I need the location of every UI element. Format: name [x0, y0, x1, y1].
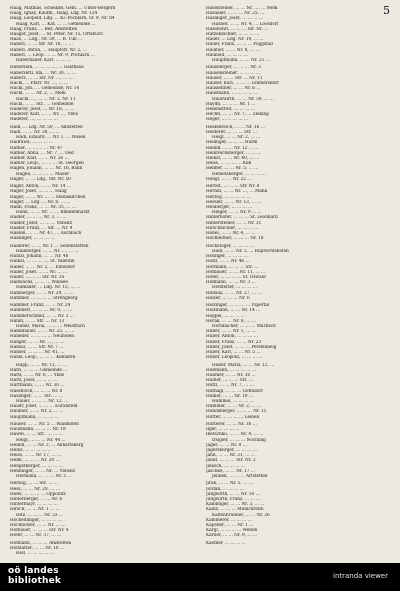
directory-entry: Haag, Franz, … Bez. Amstetten: [10, 26, 78, 32]
directory-entry: Hofer, … … … … St. Oswald: [206, 274, 266, 280]
directory-entry: Hansl, Leop., … … … Kematen: [10, 355, 76, 361]
directory-entry: Haidinger, … … … …: [10, 236, 55, 242]
directory-entry: Haller, … … Nr. 2, … Ennsdorf: [10, 264, 75, 270]
directory-entry: Hutterer, … … Nr. 36 …: [206, 421, 257, 427]
directory-entry: Janisch, … … … …: [206, 463, 246, 469]
directory-entry: Hess, … … Nr. 28, … …: [10, 486, 60, 492]
directory-entry: Hemetsberger, … … … …: [212, 171, 267, 177]
directory-entry: Handl, … … Str. … Nr. 13: [10, 318, 65, 324]
directory-entry: Hochleitner, … … … Nr. 18: [206, 236, 264, 242]
directory-entry: Hauser, Karl, … … … Emmersdorf: [206, 81, 279, 87]
directory-entry: Jäger, … … Nr. 8 …: [206, 442, 247, 448]
directory-entry: Hödl, … … Nr. 2, … Ruprechtshofen: [212, 248, 289, 254]
directory-entry: Hoppel, … … … …: [206, 313, 246, 319]
directory-entry: Kammerer, … … … …: [206, 517, 252, 523]
directory-entry: Illetschko, … … Nr. 4, … …: [206, 432, 264, 438]
directory-entry: Haberzettl, Ida, … Nr. 30, … …: [10, 70, 77, 76]
directory-entry: Heinz, … … … … …: [10, 447, 52, 453]
directory-entry: Huber, Franz, … … Nr. 23: [206, 339, 262, 345]
directory-entry: Hauser, … … Nr. 5 … Waidhofen: [10, 421, 79, 427]
directory-entry: Huber, … … Nr. 1, … …: [206, 329, 256, 335]
directory-entry: Jirak, … … Nr. 5, … …: [206, 481, 253, 487]
directory-entry: Herzog, … … Str. … …: [10, 481, 58, 487]
directory-entry: Hatzenbichler, … … … …: [206, 32, 260, 38]
directory-entry: Huber, Maria, … … Nr. 12, …: [212, 362, 275, 368]
directory-entry: Hummel, … … … …: [212, 398, 254, 404]
directory-entry: Heigl, … … Nr. 2, … …: [212, 135, 261, 141]
directory-entry: Ilger, … … … …: [206, 427, 240, 433]
directory-entry: Hager, … … Ldg., Str. Nr. 50: [10, 176, 71, 182]
directory-entry: Heigl, … … … Nr. 44 …: [16, 437, 66, 443]
directory-entry: Hudler, … … … Str. …: [206, 378, 253, 384]
directory-entry: Heidenreich, … … Nr. 16 …: [206, 124, 265, 130]
directory-entry: Jahn, … … Nr. 21, … …: [206, 453, 256, 459]
directory-entry: Hieger, … … Nr. 9 … …: [212, 210, 262, 216]
directory-entry: Hadl, Eduard, … Nr. 1, … Wasen: [16, 135, 86, 141]
directory-entry: Hermann, … … … Nr. 5 …: [16, 473, 72, 479]
directory-entry: Hartl, Josef, … … … …: [10, 378, 58, 384]
page-number: 5: [383, 4, 390, 17]
directory-entry: Hintermayr, … … … …: [10, 502, 58, 508]
directory-entry: Hausleitner, … … Nr. 6 …: [206, 86, 261, 92]
directory-entry: Hammer, … … … … Strengberg: [10, 295, 78, 301]
directory-entry: Hager, Josef, … … … Haag: [10, 189, 67, 195]
directory-entry: Harb, … … … Gemeinde …: [10, 367, 68, 373]
directory-entry: Hauer, Josef, … … … Euratsfeld: [10, 404, 78, 410]
directory-entry: Kainz, … … … Münichreith: [206, 507, 264, 513]
viewer-name: intranda viewer: [333, 572, 388, 580]
directory-entry: Hainzl, … … … …, St. Valentin: [10, 259, 75, 265]
directory-entry: Hahn, … … Nr. … … Blindenmarkt: [16, 210, 90, 216]
directory-entry: Kastner, … … … …: [206, 540, 246, 546]
directory-entry: Hofer, … … Nr. 37, … …: [10, 533, 62, 539]
directory-entry: Hinterberger, … … Nr. 6: [10, 496, 63, 502]
directory-entry: Hafner, Anna, … Nr. 7, … Oed: [10, 150, 74, 156]
directory-entry: Haumer, … … Nr. 2, … …: [10, 409, 64, 415]
directory-entry: Hofbauer, … … Nr. 11, … …: [206, 269, 266, 275]
directory-entry: Haselsteiner, … … Nr. …, … Melk: [206, 6, 278, 11]
directory-entry: Hessler, … … Nr. 13, … …: [206, 199, 262, 205]
directory-entry: Hubmann, … … … … …: [206, 367, 257, 373]
directory-entry: Hundsberger, … … … Nr. 15: [206, 409, 267, 415]
directory-entry: Heiderer, … … … Str. …: [206, 130, 258, 136]
directory-entry: Heindl, … … Nr. 3, … Allhartsberg: [10, 442, 84, 448]
directory-entry: Hager, Anton, … … Nr. 14 …: [10, 184, 71, 190]
directory-entry: Hochstöger, … … … …: [206, 243, 254, 249]
directory-entry: Hainzl, Johann, … … Nr. 48: [10, 254, 69, 260]
directory-entry: Haberl, … Leop. … … Nr. 9, Pöchlarn …: [10, 52, 95, 58]
directory-entry: Haider, Josef, … … … Ybbsitz: [10, 220, 73, 226]
directory-entry: Haag, Karl, … Kat. … … Gemeinde …: [16, 21, 96, 27]
directory-entry: Hadl, … … Nr. 38, … …: [10, 130, 60, 136]
directory-entry: Hofmann, … … Nr. 3 …: [206, 280, 256, 286]
directory-entry: Haag, Leopold, Ldg. … Kl.-Pöchlarn, Sr. 9, Nr. 84: [10, 16, 115, 22]
directory-entry: Huber, Anton, … … … …: [206, 334, 259, 340]
directory-entry: Huber, Leopold, … … … …: [206, 355, 263, 361]
directory-entry: Huber, Karl, … … Nr. 5 …: [206, 349, 261, 355]
directory-entry: Holl, … … … … …: [16, 551, 55, 557]
directory-entry: Hallwachs, … … … Wallsee: [10, 280, 68, 286]
library-logo[interactable]: [8, 566, 61, 586]
directory-entry: Hasenöhrl, … … … Str. Nr. …: [206, 26, 269, 32]
directory-entry: Kapeller, … … Nr. 1 …: [206, 523, 254, 528]
directory-entry: Handl, Maria, … … … Weistrach: [16, 323, 85, 329]
directory-entry: Humer, … … Nr. 19 …: [206, 393, 254, 399]
directory-entry: Karner, … … Nr. 9, … …: [206, 533, 258, 539]
directory-entry: Hanger, … … Nr. …, … …: [10, 339, 64, 345]
directory-entry: Hager, … Ldg. … Nr. 8, … …: [10, 199, 71, 205]
directory-entry: Haager, Josef, … St. Peter, Nr. 15, Ortsbuch: [10, 32, 103, 38]
directory-entry: Heilinger, … … … Hürm: [206, 140, 258, 146]
directory-entry: Jagersberger, … … … …: [206, 447, 258, 453]
directory-entry: Hobel, … … Nr. 4, … …: [206, 231, 256, 237]
logo-line-2: bibliothek: [8, 576, 62, 586]
directory-entry: Hintersteiner, … … Nr. 31: [206, 220, 262, 226]
directory-entry: Haderer, Josef, … Nr. 18, … …: [10, 107, 75, 113]
directory-entry: Hahn, Franz, … … Nr. 35, … …: [10, 205, 77, 211]
directory-entry: Haag, Mathias, Scheibbs, Gem. … Unter-Bergern: [10, 6, 116, 11]
directory-entry: Heuberger, … … … …: [206, 205, 253, 211]
directory-entry: Haiderer, … … Nr. 1 … Seitenstetten: [10, 243, 89, 249]
directory-entry: Hasner, … … Nr. 4, … Loosdorf: [212, 21, 279, 27]
directory-entry: Henninger, … … Nr. … Ybbsitz: [10, 468, 76, 474]
directory-entry: Hitz, … … … Nr. 33 …: [16, 512, 64, 518]
directory-entry: Hackl, … Pfarr. Nr. …, … …: [10, 81, 69, 87]
directory-entry: Hirsch, … … Nr. 1 … …: [10, 507, 60, 513]
directory-entry: Haslinger, Josef, … … … …: [206, 16, 263, 22]
directory-entry: Jungwirth, … … Nr. 10 …: [206, 491, 260, 497]
directory-entry: Hochedlinger, … … … …: [10, 517, 63, 523]
directory-entry: Hölzl, … … Nr. 46 …: [206, 259, 250, 265]
directory-entry: Haydn, … … … Nr. 1 …: [206, 101, 256, 107]
directory-entry: Heiss, … … … … Kilb: [206, 161, 252, 167]
directory-entry: Haas, … Ldg., Nr. 59, … B. Tull …: [10, 37, 83, 43]
directory-entry: Hochholzer, … … Nr. … …: [10, 523, 66, 528]
directory-entry: Haag, Ignaz, Kaufm., Haag, Ldg. Nr. 124: [10, 11, 98, 17]
directory-entry: Hiebl, … … … … Opponitz: [10, 491, 66, 497]
directory-entry: Haslinger, … … Str. … …: [10, 393, 63, 399]
directory-entry: Hauptmann, … … … …: [10, 414, 59, 420]
directory-entry: Holzinger, … … … … Yspertal: [206, 303, 270, 309]
directory-entry: Hagen, … … … … Mauer: [16, 171, 70, 177]
directory-entry: Haderer, Karl, … … Nr. …, Ybbs: [10, 112, 78, 118]
directory-entry: Hartmann, … … Nr. 30 …: [10, 383, 65, 389]
directory-entry: Hufnagl, … … … Gottsdorf: [206, 388, 263, 394]
directory-entry: Hofbauer, … … … Str. Nr. 4: [10, 528, 69, 534]
directory-entry: Hackl, … … Nr. 2, … Melk: [10, 91, 66, 97]
directory-entry: Haunold, … … … …: [206, 52, 248, 58]
directory-entry: Heindl, … … Nr. 12 … …: [206, 145, 259, 151]
directory-entry: Holzer, … … … Nr. 6: [206, 295, 250, 301]
directory-entry: Haider, … … … Nr. 3, … …: [10, 215, 67, 221]
right-column: [206, 6, 386, 546]
directory-entry: Hinterhofer, … … … St. Leonhard: [206, 215, 278, 221]
directory-entry: Holzmann, … … Nr. 14 …: [206, 308, 261, 314]
directory-entry: Hubmer, … … Nr. 30 …: [206, 372, 256, 378]
directory-entry: Herndl, … … Nr. …, … Mank: [206, 189, 268, 195]
directory-entry: Hornbacher, … … … Marbach: [212, 323, 276, 329]
directory-entry: Haller, … … … Str. Nr. 16: [10, 274, 65, 280]
directory-entry: Kaltenbrunner, … … Nr. 26: [212, 512, 270, 518]
directory-entry: Happ, … … Nr. 11, … …: [16, 362, 68, 368]
directory-entry: Hamberger, … … Nr. 29, … …: [10, 290, 74, 296]
directory-entry: Jaschke, … … Nr. 17 …: [206, 468, 256, 474]
directory-entry: Herzog, … … … … …: [206, 194, 251, 200]
directory-entry: Hanser, … … … Nr. 41, …: [10, 349, 65, 355]
logo-line-1: oö landes: [8, 566, 59, 576]
directory-entry: Irsigler, … … … Nöchling: [212, 437, 266, 443]
directory-entry: Hagen, Johann, … … Nr. 16, Bahn: [10, 166, 83, 172]
directory-entry: Jelinek, … … … Artstetten: [212, 473, 268, 479]
directory-entry: Handlbauer, … … Nr. 25, … …: [10, 329, 75, 335]
directory-entry: Heiss, … … Nr. 17, … …: [10, 453, 62, 459]
directory-entry: Haneder, … … … … Neuhofen: [10, 334, 74, 340]
directory-entry: Kargl, … … … … Weiten: [206, 528, 258, 534]
directory-entry: Haberz, … … Str. Nr. …, … …: [10, 75, 73, 81]
directory-entry: Kaiblinger, … … Nr. 3, … …: [206, 502, 265, 508]
directory-entry: Hummer, … … Nr. 2, … …: [206, 404, 262, 410]
directory-entry: Huber, Josef, … … … Persenbeug: [206, 344, 277, 350]
directory-entry: Haderer, …, … … … …: [10, 117, 58, 123]
directory-entry: Jandl, … … … Str. Nr. 2: [206, 458, 256, 464]
directory-entry: Hechtl, … … Nr. 7, … Zelking: [206, 112, 269, 118]
directory-entry: Jordan, … … … …: [206, 486, 244, 492]
directory-entry: Hammerl, … … … Nr. 9, … …: [10, 308, 73, 314]
directory-entry: Hammer, Franz, … … Nr. 24: [10, 303, 71, 309]
directory-entry: Hainberger, … … Nr. …, … …: [16, 248, 79, 254]
directory-entry: Herbst, … … … Str. Nr. 8: [206, 184, 260, 190]
directory-entry: Hofmann, … … … Amstetten: [10, 540, 72, 546]
directory-entry: Haiden, … … Nr. 47, … Aschbach: [10, 231, 82, 237]
directory-entry: Hartl, … … Nr. 6, … Ybbs: [10, 372, 65, 378]
left-column: [10, 6, 190, 556]
directory-entry: Hackl, … … Str., … Gemeinde: [10, 101, 74, 107]
directory-entry: Hawel, … … Str. …, … …: [10, 432, 63, 438]
directory-entry: Haslauer, … … … Nr. 25, …: [206, 11, 265, 17]
directory-entry: Hadrawa, … … … …: [10, 140, 54, 146]
directory-entry: Hutter, … … … … Leiben: [206, 414, 260, 420]
directory-entry: Heger, … … … … …: [206, 117, 249, 123]
directory-entry: Hansal, … … Str. Nr. 7 …: [10, 344, 64, 350]
directory-entry: Hausensteiner, … … … …: [206, 70, 261, 76]
directory-entry: Hamader, … Ldg. Nr. 15, … …: [16, 285, 81, 291]
directory-entry: Hörmann, … … … Str. …: [206, 264, 259, 270]
directory-entry: Haider, Franz, … Str. … Nr. 9: [10, 225, 73, 231]
directory-entry: Horak, … … Nr. 8, … …: [206, 318, 257, 324]
directory-entry: Hackl, …, … … Nr. 2, Nr. 11: [16, 96, 76, 102]
directory-entry: Hauer, Franz, … … … Pöggstall: [206, 42, 273, 48]
directory-entry: Haberhauer, Karl, … … …: [16, 58, 72, 64]
directory-entry: Hammerschmid, … … Nr. 3 …: [10, 313, 74, 319]
directory-entry: Hengl, … … Nr. 22 …: [206, 176, 252, 182]
directory-entry: Haberl, … … Str. Nr. 18, … …: [10, 42, 73, 48]
directory-entry: Hausmann, … … … … …: [206, 91, 259, 97]
directory-entry: Helmer, … … Nr. 5, … …: [206, 166, 259, 172]
directory-entry: Hauser, … … Str. … Nr. 11: [206, 75, 263, 81]
directory-entry: Hafner, Karl, … … Nr. 26 …: [10, 156, 69, 162]
directory-entry: Habersam, … … … …, … Gasthaus: [10, 65, 84, 71]
directory-entry: Hackl, Joh., … Gemeinde, Nr. 14: [10, 86, 80, 92]
directory-entry: Hofstetter, … … … …: [212, 285, 258, 291]
directory-entry: Hauswirth, … … Nr. 39, … …: [212, 96, 274, 102]
viewer-footer: [0, 563, 400, 591]
directory-entry: Hadl, … Ldg. Nr. 50, … Amstetten: [10, 124, 83, 130]
directory-entry: Heinzl, … … Nr. 40, … …: [206, 156, 260, 162]
directory-entry: Hollaus, … … Nr. 27, … …: [206, 290, 262, 296]
directory-entry: Hauer, … Ldg. Nr. 19, … …: [206, 37, 264, 43]
directory-entry: Hager, … … Nr. … … Steinakirchen: [10, 194, 86, 200]
directory-entry: Hüttl, … … Nr. 7, … …: [206, 383, 254, 389]
directory-entry: Hausmann, … … … Nr. 19: [10, 427, 66, 433]
directory-entry: Hengstberger, … … … …: [10, 463, 63, 469]
directory-entry: Hafner, Leop., … … … St. Georgen: [10, 161, 84, 167]
directory-entry: Hauer, … … … Nr. 12, …: [16, 398, 69, 404]
directory-entry: Helm, … … … Nr. 20 …: [10, 458, 60, 464]
directory-entry: Jungwirth, Franz, … … …: [206, 496, 261, 502]
directory-entry: Haumer, … … Nr. 8, … …: [206, 47, 260, 53]
directory-entry: Haberl, Anton, … Hauptstr. Nr. 2, …: [10, 47, 87, 53]
directory-entry: Hauptmann, … … Nr. 21 …: [212, 58, 270, 64]
directory-entry: Hausberger, … … … Nr. 3: [206, 65, 261, 71]
directory-entry: Haselböck, … … … Nr. 8: [10, 388, 63, 394]
directory-entry: Haller, Josef, … … Nr. … …: [10, 269, 68, 275]
directory-entry: Heinreichsberger, … … …: [206, 150, 262, 156]
directory-entry: Hebenstreit, … … … …: [206, 107, 255, 113]
directory-entry: Hafner, … … … … Nr. 47: [10, 145, 63, 151]
directory-entry: Hofstätter, … … Nr. 10 …: [10, 546, 65, 551]
directory-entry: Höfinger, … … … …: [206, 254, 249, 260]
directory-entry: Hirschbichler, … … … …: [206, 225, 259, 231]
